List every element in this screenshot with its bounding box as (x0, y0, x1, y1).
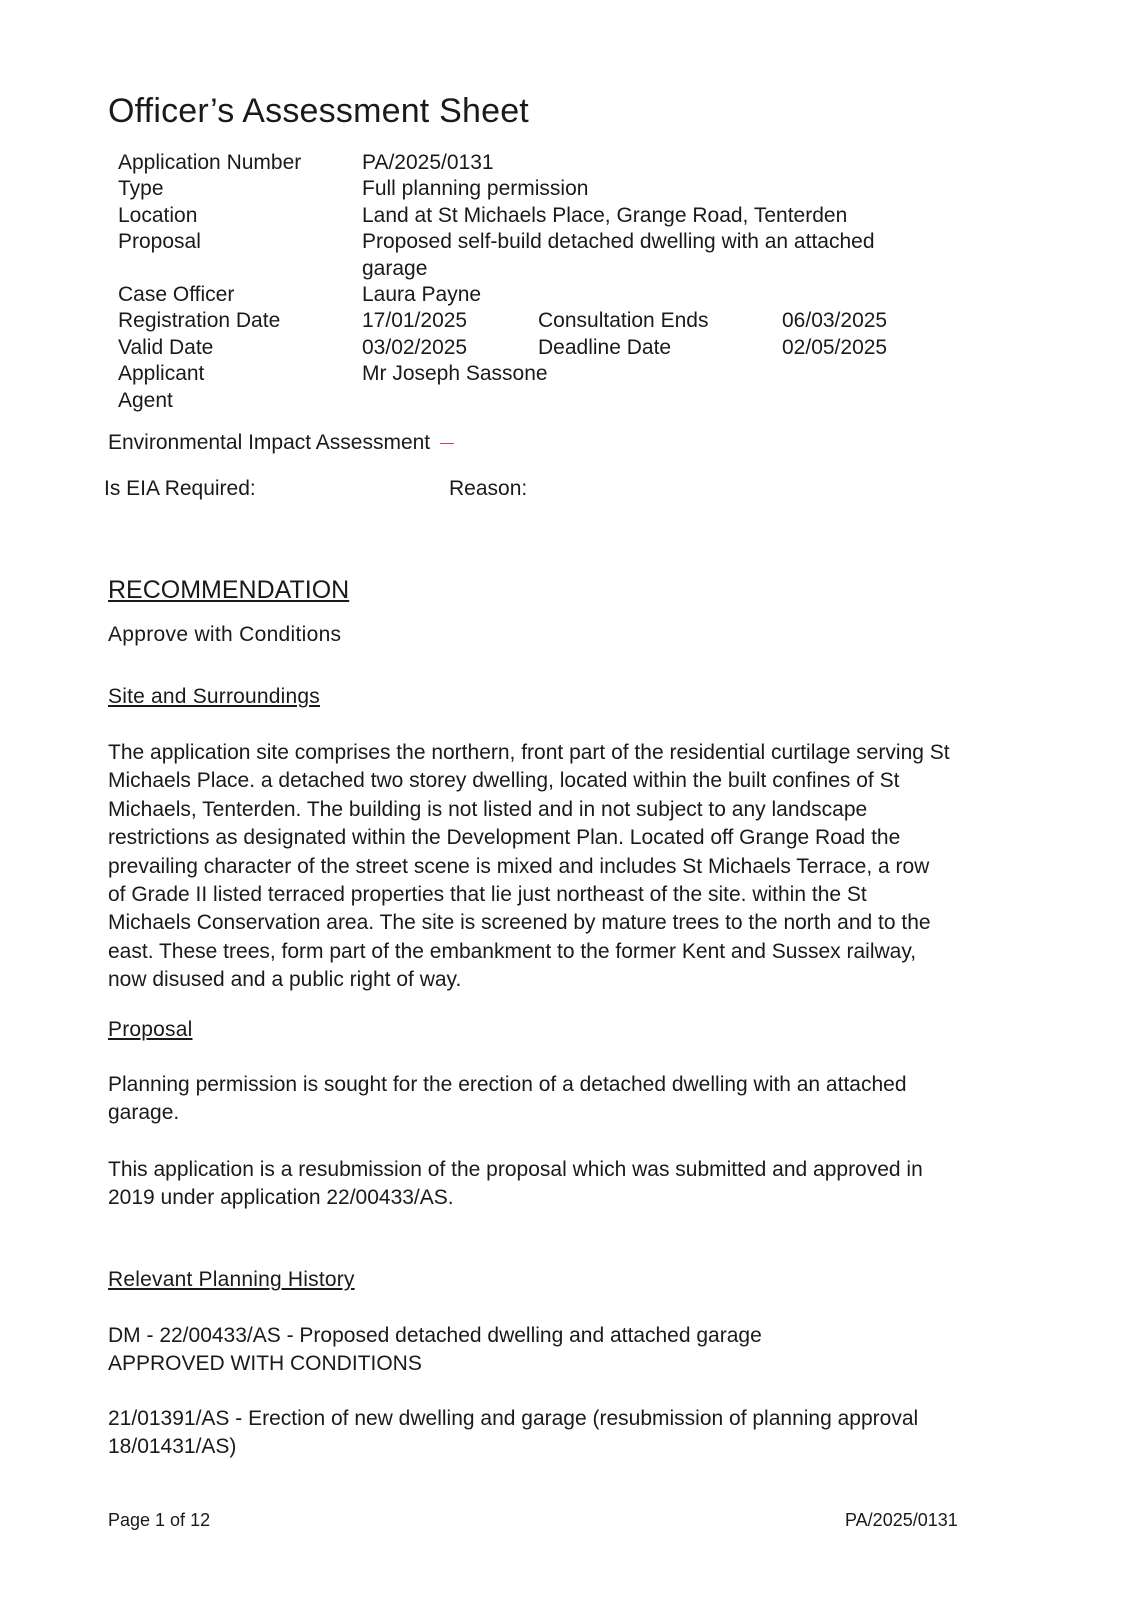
history-item (108, 1322, 1028, 1379)
location-label: Location (118, 203, 198, 227)
site-line: of Grade II listed terraced properties that lie just northeast of the site. within the St (108, 883, 867, 907)
applicant-value: Mr Joseph Sassone (362, 362, 548, 386)
location-value: Land at St Michaels Place, Grange Road, Tenterden (362, 203, 848, 227)
proposal-value (362, 229, 922, 282)
eia-marker (440, 443, 454, 444)
site-line: The application site comprises the northern, front part of the residential curtilage serving St (108, 741, 950, 764)
site-line: east. These trees, form part of the embankment to the former Kent and Sussex railway, (108, 939, 917, 963)
detail-row (118, 335, 922, 361)
proposal-label: Proposal (118, 230, 201, 254)
eia-heading-text: Environmental Impact Assessment (108, 431, 431, 454)
site-line: restrictions as designated within the Development Plan. Located off Grange Road the (108, 826, 901, 850)
detail-row (118, 308, 922, 334)
page-number: Page 1 of 12 (108, 1510, 211, 1530)
site-line: Michaels Conservation area. The site is screened by mature trees to the north and to the (108, 911, 931, 935)
detail-row (118, 229, 922, 282)
footer-reference: PA/2025/0131 (845, 1510, 958, 1530)
recommendation-value: Approve with Conditions (108, 623, 342, 646)
detail-row (118, 361, 922, 387)
history-heading: Relevant Planning History (108, 1268, 355, 1291)
proposal-line: garage. (108, 1101, 180, 1125)
history-line: 21/01391/AS - Erection of new dwelling and garage (resubmission of planning approval (108, 1407, 919, 1430)
detail-row (118, 176, 922, 202)
detail-row (118, 282, 922, 308)
deadline-date-value: 02/05/2025 (782, 335, 888, 359)
case-officer-label: Case Officer (118, 283, 235, 307)
site-line: Michaels, Tenterden. The building is not listed and in not subject to any landscape (108, 797, 868, 821)
applicant-label: Applicant (118, 362, 205, 386)
consultation-ends-label: Consultation Ends (538, 309, 709, 333)
agent-label: Agent (118, 388, 173, 412)
deadline-date-label: Deadline Date (538, 335, 672, 359)
proposal-line: Planning permission is sought for the erection of a detached dwelling with an attached (108, 1073, 907, 1096)
site-line: Michaels Place. a detached two storey dwelling, located within the built confines of St (108, 769, 900, 793)
history-item (108, 1405, 1028, 1462)
application-number-label: Application Number (118, 151, 302, 174)
recommendation-heading: RECOMMENDATION (108, 576, 350, 604)
site-line: now disused and a public right of way. (108, 968, 462, 992)
site-heading: Site and Surroundings (108, 685, 321, 708)
proposal-line: Proposed self-build detached dwelling with an attached (362, 230, 875, 254)
detail-row (118, 150, 922, 176)
resubmission-paragraph (108, 1156, 1028, 1213)
eia-required-label: Is EIA Required: (104, 477, 256, 500)
resubmission-line: 2019 under application 22/00433/AS. (108, 1186, 454, 1210)
agent-value (362, 388, 922, 414)
type-label: Type (118, 177, 164, 201)
consultation-ends-value: 06/03/2025 (782, 309, 888, 333)
proposal-line: garage (362, 256, 428, 280)
type-value: Full planning permission (362, 177, 589, 201)
site-paragraph (108, 739, 1028, 995)
application-number-value: PA/2025/0131 (362, 151, 494, 174)
application-details-table (118, 150, 922, 414)
site-line: prevailing character of the street scene is mixed and includes St Michaels Terrace, a row (108, 854, 930, 878)
registration-date-label: Registration Date (118, 309, 281, 333)
valid-date-label: Valid Date (118, 335, 214, 359)
eia-heading (108, 431, 454, 455)
case-officer-value: Laura Payne (362, 283, 482, 307)
detail-row (118, 203, 922, 229)
history-line: DM - 22/00433/AS - Proposed detached dwelling and attached garage (108, 1324, 762, 1347)
eia-reason-label: Reason: (449, 477, 528, 500)
proposal-paragraph (108, 1071, 1028, 1128)
history-line: 18/01431/AS) (108, 1435, 237, 1459)
detail-row (118, 388, 922, 414)
history-line: APPROVED WITH CONDITIONS (108, 1352, 422, 1376)
page-title: Officer’s Assessment Sheet (108, 92, 529, 130)
valid-date-value: 03/02/2025 (362, 335, 468, 359)
registration-date-value: 17/01/2025 (362, 309, 468, 333)
resubmission-line: This application is a resubmission of the proposal which was submitted and approved in (108, 1158, 923, 1181)
proposal-heading: Proposal (108, 1018, 193, 1041)
